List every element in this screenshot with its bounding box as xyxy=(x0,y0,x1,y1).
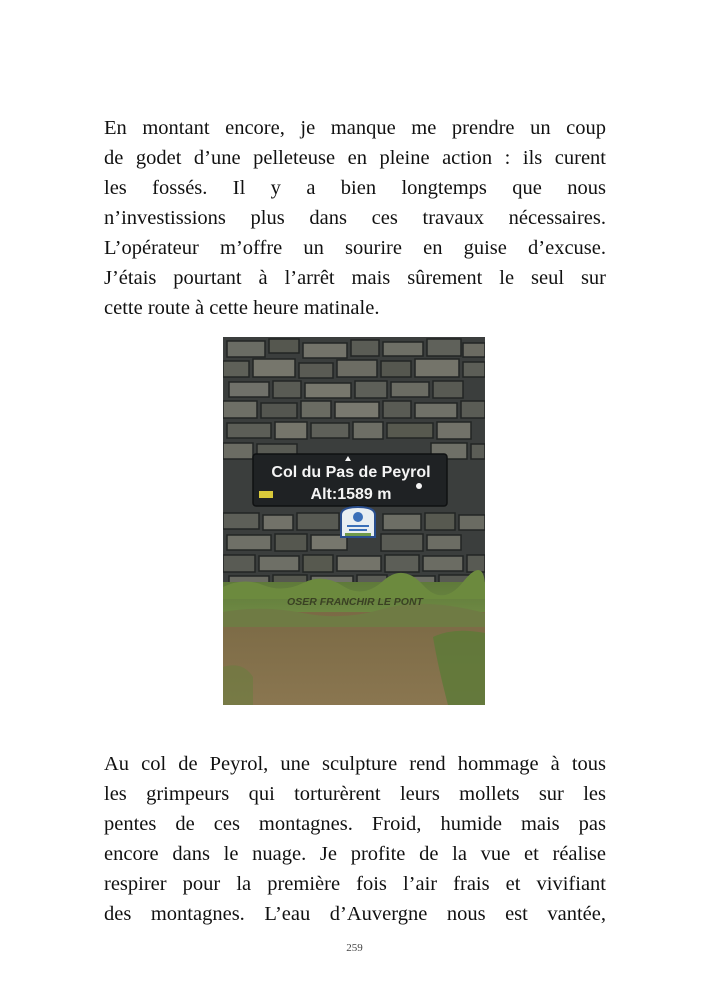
text-line: les grimpeurs qui torturèrent leurs mollets sur les xyxy=(104,783,606,805)
paragraph-2 xyxy=(104,749,606,929)
text-line: Au col de Peyrol, une sculpture rend hommage à tous xyxy=(104,753,606,775)
paragraph-1 xyxy=(104,113,606,323)
text-line: encore dans le nuage. Je profite de la vue et réalise xyxy=(104,843,606,865)
yellow-marker xyxy=(259,491,273,498)
text-line: J’étais pourtant à l’arrêt mais sûrement le seul sur xyxy=(104,267,606,289)
text-line: En montant encore, je manque me prendre un coup xyxy=(104,117,606,139)
text-line: de godet d’une pelleteuse en pleine action : ils curent xyxy=(104,147,606,169)
text-line: n’investissions plus dans ces travaux nécessaires. xyxy=(104,207,606,229)
text-line: cette route à cette heure matinale. xyxy=(104,297,380,319)
text-line: pentes de ces montagnes. Froid, humide mais pas xyxy=(104,813,606,835)
ground-inscription: OSER FRANCHIR LE PONT xyxy=(287,596,423,608)
sign-line-2: Alt:1589 m xyxy=(310,486,392,503)
photo-illustration xyxy=(223,337,485,705)
col-sign xyxy=(253,454,447,506)
photo-col-du-pas-de-peyrol xyxy=(223,337,485,705)
sign-line-1: Col du Pas de Peyrol xyxy=(271,464,431,481)
plaque xyxy=(341,507,375,537)
text-line: des montagnes. L’eau d’Auvergne nous est vantée, xyxy=(104,903,606,925)
page-number: 259 xyxy=(346,942,363,954)
text-line: les fossés. Il y a bien longtemps que nous xyxy=(104,177,606,199)
text-line: respirer pour la première fois l’air frais et vivifiant xyxy=(104,873,606,895)
text-line: L’opérateur m’offre un sourire en guise d’excuse. xyxy=(104,237,606,259)
